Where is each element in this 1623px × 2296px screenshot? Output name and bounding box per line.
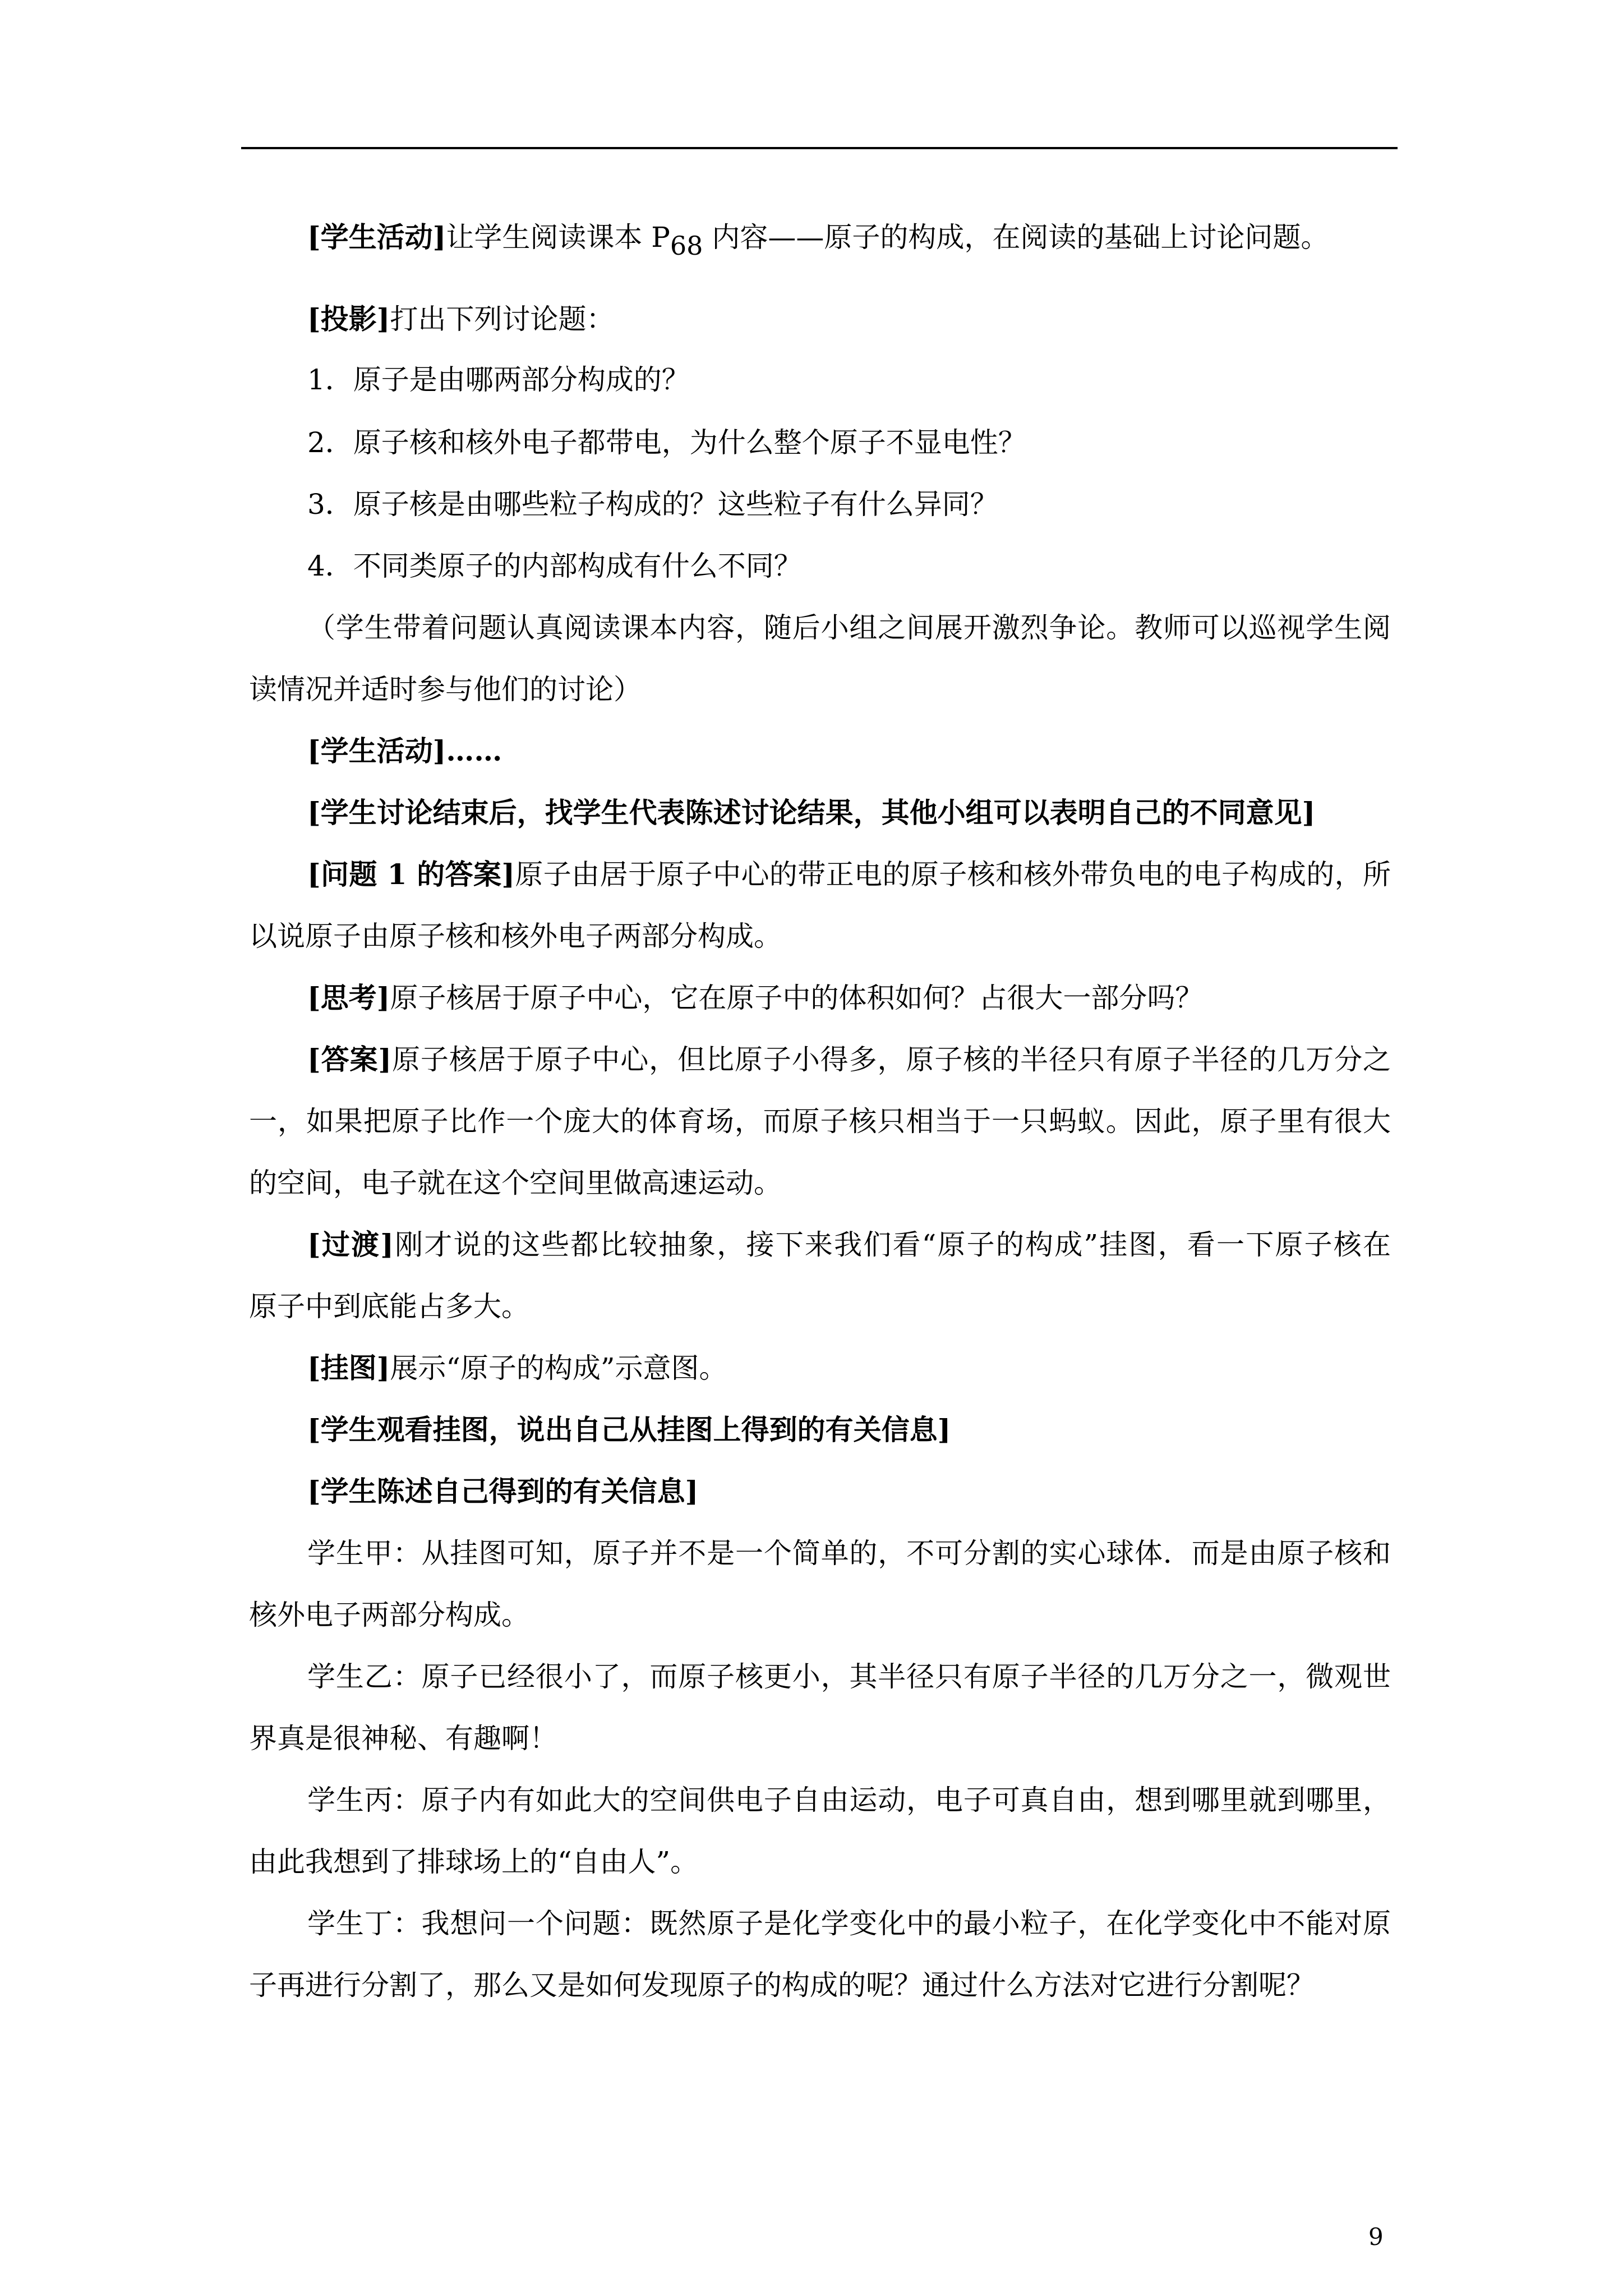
paragraph-transition-line-2: 原子中到底能占多大。	[249, 1290, 529, 1323]
paragraph-think: [思考]原子核居于原子中心，它在原子中的体积如何？占很大一部分吗？	[307, 981, 1204, 1014]
tag-think: [思考]	[307, 981, 390, 1014]
paragraph-students-state: [学生陈述自己得到的有关信息]	[307, 1475, 699, 1508]
paragraph-student-b-line-2: 界真是很神秘、有趣啊！	[249, 1722, 557, 1755]
paragraph-answer-line-1: [答案]原子核居于原子中心，但比原子小得多，原子核的半径只有原子半径的几万分之	[307, 1043, 1391, 1076]
paragraph-student-b-line-1: 学生乙：原子已经很小了，而原子核更小，其半径只有原子半径的几万分之一，微观世	[307, 1660, 1391, 1693]
question-1: 1．原子是由哪两部分构成的？	[307, 364, 690, 396]
paragraph-discussion-end: [学生讨论结束后，找学生代表陈述讨论结果，其他小组可以表明自己的不同意见]	[307, 796, 1316, 829]
paragraph-student-activity-2: [学生活动]……	[307, 734, 502, 767]
page-number: 9	[1368, 2223, 1384, 2251]
paragraph-transition-line-1: [过渡]刚才说的这些都比较抽象，接下来我们看“原子的构成”挂图，看一下原子核在	[307, 1228, 1391, 1261]
paragraph-wall-chart: [挂图]展示“原子的构成”示意图。	[307, 1351, 727, 1384]
paragraph-student-c-line-2: 由此我想到了排球场上的“自由人”。	[249, 1846, 699, 1878]
paragraph-student-activity-1: [学生活动]让学生阅读课本 P68 内容——原子的构成，在阅读的基础上讨论问题。	[307, 220, 1329, 261]
paragraph-projection: [投影]打出下列讨论题：	[307, 302, 615, 335]
paragraph-note-line-1: （学生带着问题认真阅读课本内容，随后小组之间展开激烈争论。教师可以巡视学生阅	[307, 611, 1391, 644]
question-3: 3．原子核是由哪些粒子构成的？这些粒子有什么异同？	[307, 488, 998, 521]
paragraph-student-d-line-1: 学生丁：我想问一个问题：既然原子是化学变化中的最小粒子，在化学变化中不能对原	[307, 1907, 1391, 1940]
question-4: 4．不同类原子的内部构成有什么不同？	[307, 550, 802, 582]
paragraph-student-c-line-1: 学生丙：原子内有如此大的空间供电子自由运动，电子可真自由，想到哪里就到哪里，	[307, 1784, 1391, 1816]
paragraph-student-d-line-2: 子再进行分割了，那么又是如何发现原子的构成的呢？通过什么方法对它进行分割呢？	[249, 1969, 1315, 2001]
header-rule	[241, 147, 1398, 149]
question-2: 2．原子核和核外电子都带电，为什么整个原子不显电性？	[307, 426, 1026, 459]
tag-answer-1: [问题 1 的答案]	[307, 858, 515, 891]
page-subscript: 68	[670, 231, 703, 261]
tag-wall-chart: [挂图]	[307, 1351, 390, 1384]
tag-answer: [答案]	[307, 1043, 392, 1076]
paragraph-note-line-2: 读情况并适时参与他们的讨论）	[249, 673, 642, 706]
paragraph-students-observe: [学生观看挂图，说出自己从挂图上得到的有关信息]	[307, 1413, 951, 1446]
tag-transition: [过渡]	[307, 1228, 394, 1261]
paragraph-answer-line-3: 的空间，电子就在这个空间里做高速运动。	[249, 1167, 782, 1199]
paragraph-student-a-line-2: 核外电子两部分构成。	[249, 1599, 529, 1631]
paragraph-answer-line-2: 一，如果把原子比作一个庞大的体育场，而原子核只相当于一只蚂蚁。因此，原子里有很大	[249, 1105, 1391, 1138]
paragraph-student-a-line-1: 学生甲：从挂图可知，原子并不是一个简单的，不可分割的实心球体．而是由原子核和	[307, 1537, 1391, 1570]
tag-projection: [投影]	[307, 302, 390, 335]
tag-student-activity: [学生活动]	[307, 220, 446, 254]
paragraph-answer-1-line-2: 以说原子由原子核和核外电子两部分构成。	[249, 920, 782, 953]
paragraph-answer-1-line-1: [问题 1 的答案]原子由居于原子中心的带正电的原子核和核外带负电的电子构成的，所	[307, 858, 1391, 891]
